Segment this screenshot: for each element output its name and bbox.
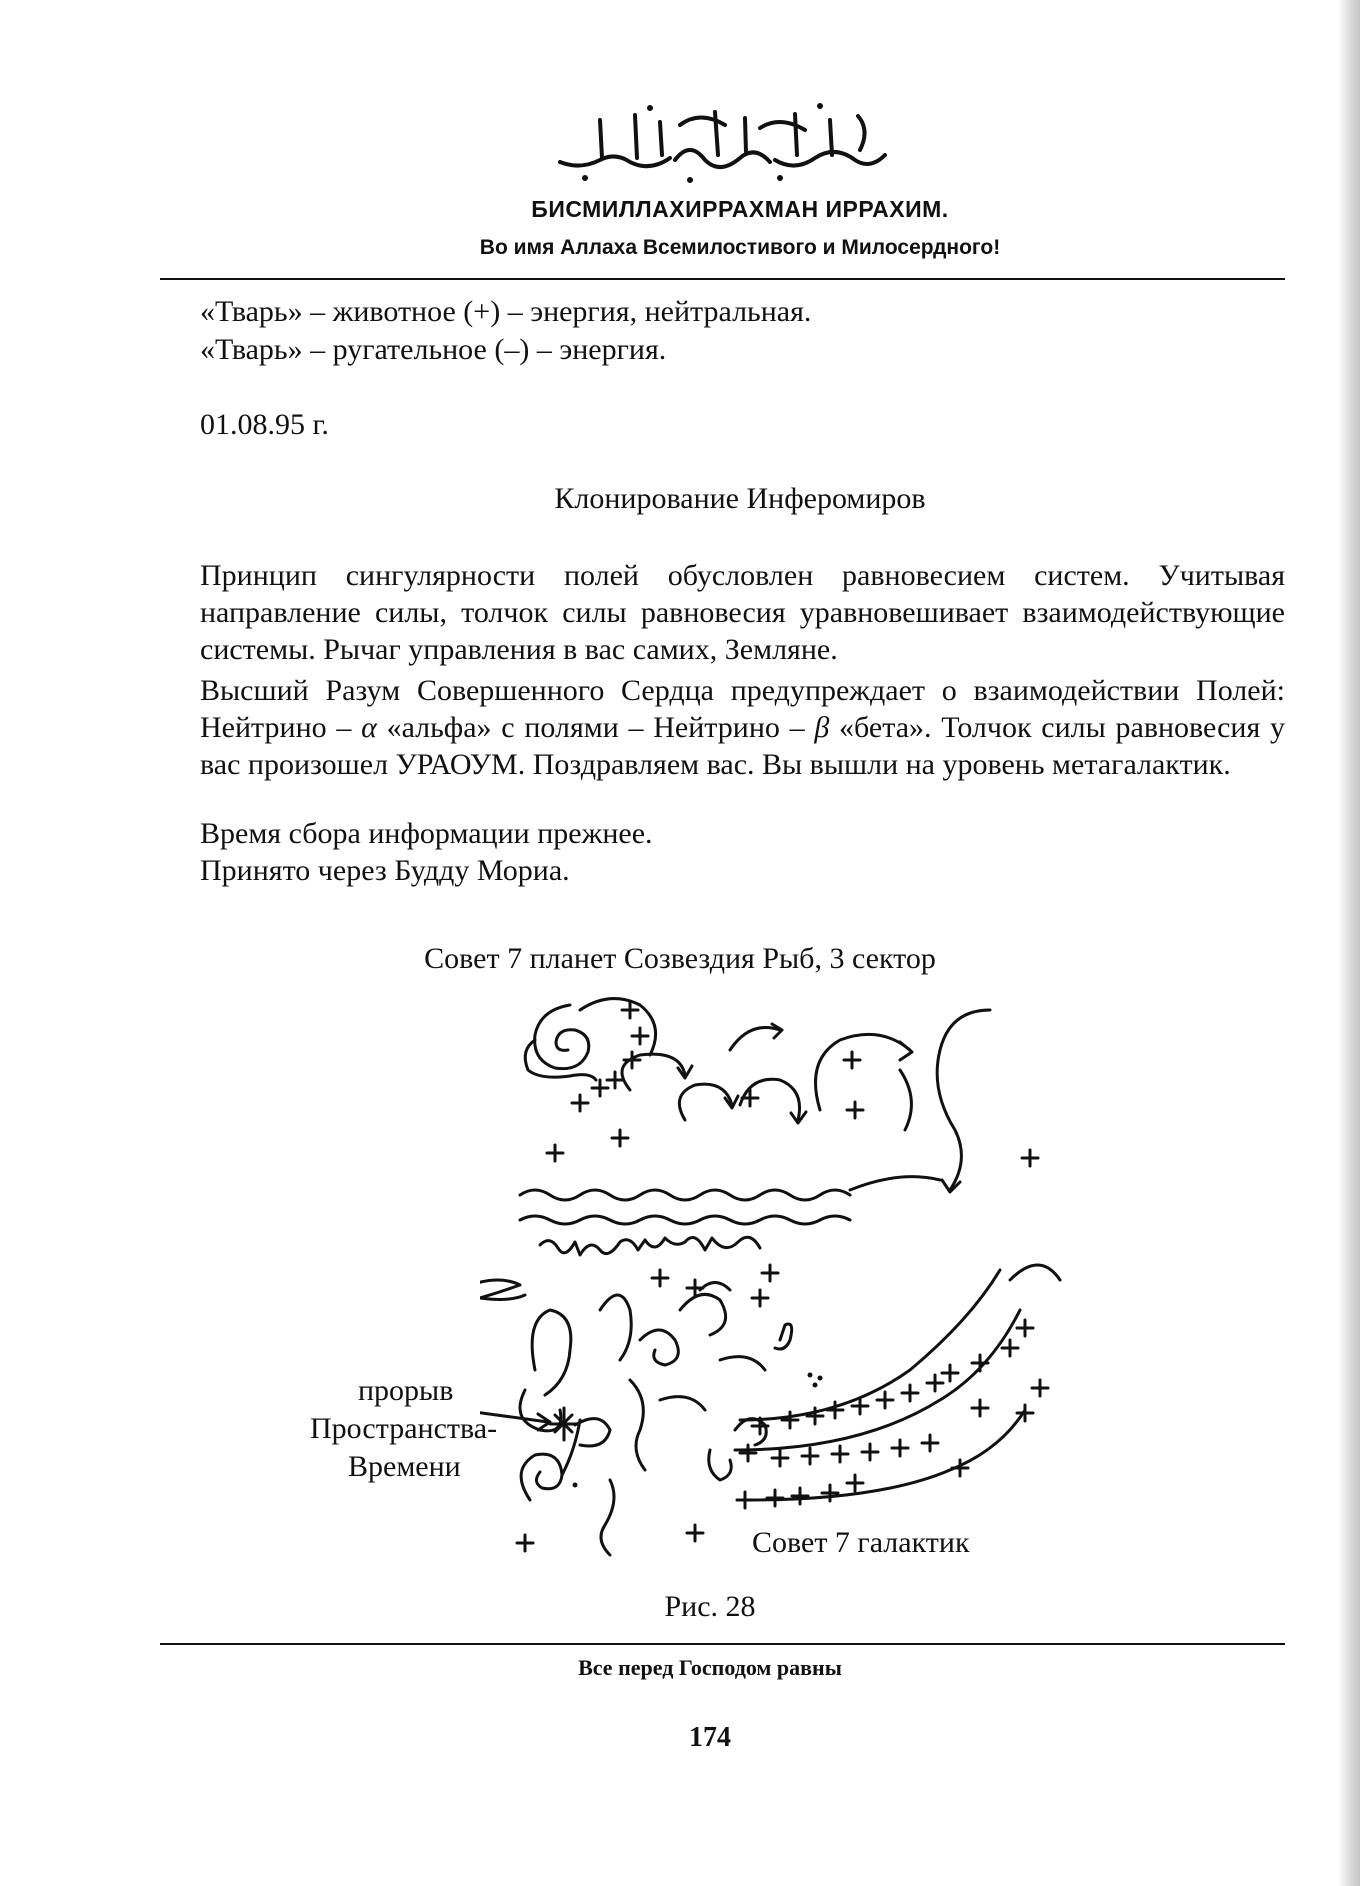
paragraph-2-part-b: «альфа» с полями – Нейтрино – (376, 711, 815, 744)
paragraph-2-part-a: Высший Разум Совершенного Сердца предупреждает о взаимодействии Полей: Нейтрино – (200, 674, 1285, 744)
text-line-1: «Тварь» – животное (+) – энергия, нейтральная. (200, 295, 812, 328)
figure-title: Совет 7 планет Созвездия Рыб, 3 сектор (424, 942, 936, 975)
curved-arrow (850, 1177, 940, 1190)
footer-motto: Все перед Господом равны (578, 1655, 842, 1680)
figure-caption: Рис. 28 (664, 1590, 756, 1623)
section-heading: Клонирование Инферомиров (554, 482, 926, 515)
page-number: 174 (689, 1722, 731, 1753)
wavy-line (520, 1190, 850, 1200)
header-rule (160, 278, 1285, 280)
paragraph-3: Время сбора информации прежнее. (200, 817, 653, 850)
beta-symbol: β (814, 711, 830, 744)
sweep-curve (740, 1270, 1000, 1420)
curved-arrow (679, 1084, 732, 1120)
paragraph-1 (200, 557, 1285, 668)
paragraph-2 (200, 672, 1285, 783)
label-breakthrough-2: Пространства- (310, 1412, 498, 1445)
date: 01.08.95 г. (200, 408, 329, 441)
bismillah-calligraphy (540, 100, 900, 190)
paragraph-2-part-c: «бета». Толчок силы равновесия у вас произошел УРАОУМ. Поздравляем вас. Вы вышли на уровень метагалактик. (200, 711, 1286, 781)
spiral-face (535, 1005, 589, 1069)
star-burst (550, 1408, 577, 1440)
footer-rule (160, 1643, 1285, 1645)
header-title: БИСМИЛЛАХИРРАХМАН ИРРАХИМ. (531, 196, 949, 222)
curved-arrow (937, 1010, 990, 1190)
header-subtitle: Во имя Аллаха Всемилостивого и Милосердного! (479, 236, 1001, 259)
label-breakthrough-3: Времени (348, 1450, 461, 1483)
figure-drawing (480, 980, 1100, 1560)
script-squiggle (540, 1237, 760, 1255)
text-line-2: «Тварь» – ругательное (–) – энергия. (200, 333, 667, 366)
label-council-galaxies: Совет 7 галактик (752, 1526, 970, 1559)
paragraph-4: Принято через Будду Мориа. (200, 854, 570, 887)
plus-marks (517, 1002, 1048, 1551)
curved-arrow (730, 1028, 780, 1051)
curved-arrow (816, 1034, 911, 1110)
spiral-bottom (521, 1454, 562, 1500)
label-breakthrough-1: прорыв (358, 1374, 454, 1407)
paragraph-1-text: Принцип сингулярности полей обусловлен равновесием систем. Учитывая направление силы, толчок силы равновесия уравновешивает взаимодействующие системы. Рычаг управления в вас самих, Земляне. (200, 559, 1285, 666)
curved-arrow (900, 1070, 911, 1130)
sweep-curve (735, 1310, 1020, 1450)
wavy-line (520, 1216, 850, 1224)
alpha-symbol: α (361, 711, 377, 744)
